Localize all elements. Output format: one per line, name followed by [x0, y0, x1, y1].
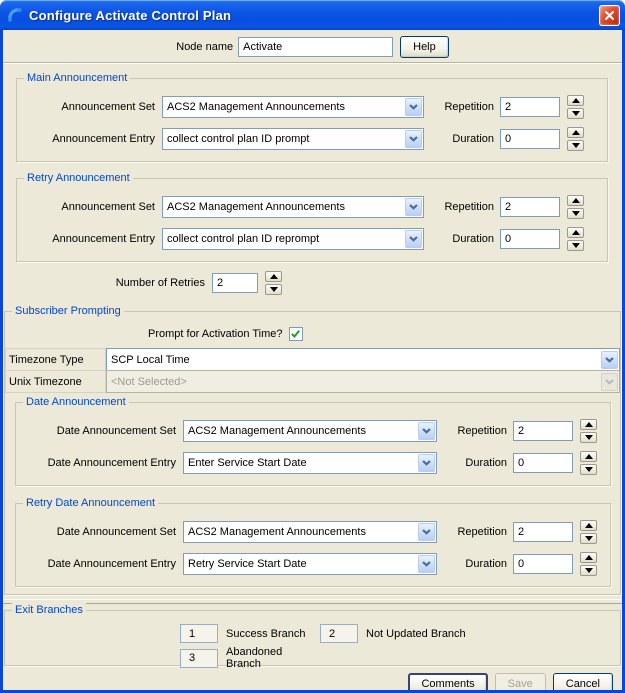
repetition-label: Repetition: [444, 201, 494, 213]
down-arrow-icon: [585, 568, 593, 573]
duration-input[interactable]: [513, 554, 573, 574]
duration-label: Duration: [452, 133, 494, 145]
close-icon: [604, 10, 615, 21]
up-arrow-icon: [572, 230, 580, 235]
node-name-row: [3, 34, 622, 60]
selected-value: ACS2 Management Announcements: [188, 425, 366, 437]
duration-label: Duration: [452, 233, 494, 245]
node-name-input[interactable]: [238, 37, 393, 57]
announcement-entry-row: [17, 228, 607, 250]
spinner-up-button[interactable]: [567, 127, 584, 138]
duration-label: Duration: [465, 558, 507, 570]
selected-value: collect control plan ID reprompt: [167, 233, 320, 245]
down-arrow-icon: [270, 287, 278, 292]
close-button[interactable]: [599, 5, 620, 26]
number-of-retries-input[interactable]: [212, 273, 258, 293]
duration-input[interactable]: [500, 129, 560, 149]
group-title: Exit Branches: [12, 603, 86, 618]
prompt-for-activation-label: Prompt for Activation Time?: [148, 327, 283, 340]
spinner-up-button[interactable]: [567, 195, 584, 206]
up-arrow-icon: [585, 523, 593, 528]
up-arrow-icon: [585, 555, 593, 560]
selected-value: collect control plan ID prompt: [167, 133, 310, 145]
chevron-down-icon[interactable]: [418, 454, 435, 472]
selected-value: Retry Service Start Date: [188, 558, 307, 570]
selected-value: ACS2 Management Announcements: [167, 101, 345, 113]
retry-announcement-group: [16, 172, 608, 262]
repetition-input[interactable]: [500, 197, 560, 217]
up-arrow-icon: [572, 98, 580, 103]
repetition-spinner: [567, 95, 584, 119]
number-of-retries-row: [3, 270, 622, 296]
cancel-button[interactable]: Cancel: [553, 673, 613, 690]
spinner-up-button[interactable]: [580, 451, 597, 462]
dialog-body: [3, 30, 622, 690]
selected-value: Enter Service Start Date: [188, 457, 307, 469]
duration-spinner: [580, 451, 597, 475]
spinner-down-button[interactable]: [567, 240, 584, 251]
spinner-up-button[interactable]: [567, 227, 584, 238]
spinner-up-button[interactable]: [567, 95, 584, 106]
chevron-down-icon[interactable]: [405, 130, 422, 148]
announcement-set-label: Announcement Set: [61, 201, 155, 213]
announcement-set-select[interactable]: [162, 96, 424, 118]
date-announcement-set-select[interactable]: [183, 521, 437, 543]
repetition-spinner: [567, 195, 584, 219]
date-announcement-entry-label: Date Announcement Entry: [47, 558, 176, 570]
date-announcement-entry-label: Date Announcement Entry: [47, 457, 176, 469]
unix-timezone-row: [5, 370, 620, 393]
spinner-up-button[interactable]: [580, 419, 597, 430]
chevron-down-icon[interactable]: [418, 422, 435, 440]
down-arrow-icon: [572, 243, 580, 248]
chevron-down-icon[interactable]: [405, 98, 422, 116]
node-name-label: Node name: [176, 41, 234, 53]
down-arrow-icon: [572, 143, 580, 148]
announcement-set-row: [17, 96, 607, 118]
prompt-for-activation-row: [5, 325, 620, 342]
repetition-input[interactable]: [513, 522, 573, 542]
announcement-entry-row: [17, 128, 607, 150]
selected-value: <Not Selected>: [111, 375, 187, 388]
date-announcement-set-row: [16, 521, 610, 543]
selected-value: SCP Local Time: [111, 353, 190, 366]
date-announcement-entry-row: [16, 452, 610, 474]
chevron-down-icon[interactable]: [405, 198, 422, 216]
chevron-down-icon[interactable]: [601, 351, 618, 369]
down-arrow-icon: [572, 211, 580, 216]
spinner-up-button[interactable]: [265, 271, 282, 282]
repetition-spinner: [580, 520, 597, 544]
up-arrow-icon: [585, 454, 593, 459]
window-title: Configure Activate Control Plan: [29, 7, 232, 23]
repetition-label: Repetition: [444, 101, 494, 113]
announcement-entry-label: Announcement Entry: [52, 133, 155, 145]
chevron-down-icon[interactable]: [405, 230, 422, 248]
phone-icon: [7, 7, 23, 23]
prompt-for-activation-checkbox[interactable]: [289, 327, 303, 341]
date-announcement-entry-select[interactable]: [183, 553, 437, 575]
repetition-label: Repetition: [457, 526, 507, 538]
spinner-down-button[interactable]: [580, 432, 597, 443]
date-announcement-entry-select[interactable]: [183, 452, 437, 474]
exit-branches-grid: [180, 624, 620, 670]
number-of-retries-label: Number of Retries: [115, 277, 205, 289]
spinner-down-button[interactable]: [567, 208, 584, 219]
repetition-spinner: [580, 419, 597, 443]
up-arrow-icon: [270, 274, 278, 279]
up-arrow-icon: [572, 198, 580, 203]
duration-input[interactable]: [513, 453, 573, 473]
branch-label: Success Branch: [226, 627, 306, 640]
date-announcement-set-select[interactable]: [183, 420, 437, 442]
spinner-up-button[interactable]: [580, 552, 597, 563]
duration-spinner: [567, 127, 584, 151]
timezone-type-label: Timezone Type: [5, 348, 106, 371]
duration-spinner: [580, 552, 597, 576]
retries-spinner: [265, 271, 282, 295]
unix-timezone-label: Unix Timezone: [5, 370, 106, 393]
timezone-type-select[interactable]: [106, 348, 620, 371]
checkmark-icon: [290, 328, 301, 339]
group-title: Retry Announcement: [24, 171, 133, 186]
duration-spinner: [567, 227, 584, 251]
date-announcement-set-row: [16, 420, 610, 442]
footer-button-bar: [3, 673, 622, 690]
announcement-entry-select[interactable]: [162, 228, 424, 250]
announcement-entry-select[interactable]: [162, 128, 424, 150]
repetition-label: Repetition: [457, 425, 507, 437]
chevron-down-icon: [601, 373, 618, 391]
branch-label: Not Updated Branch: [366, 627, 466, 640]
spinner-down-button[interactable]: [580, 464, 597, 475]
branch-label: Abandoned Branch: [226, 646, 283, 670]
down-arrow-icon: [585, 467, 593, 472]
date-announcement-group: [15, 396, 611, 486]
up-arrow-icon: [585, 422, 593, 427]
timezone-type-row: [5, 348, 620, 371]
spinner-up-button[interactable]: [580, 520, 597, 531]
group-title: Date Announcement: [23, 395, 129, 410]
group-title: Retry Date Announcement: [23, 496, 158, 511]
comments-button[interactable]: Comments: [408, 673, 487, 690]
group-title: Subscriber Prompting: [12, 304, 124, 319]
down-arrow-icon: [572, 111, 580, 116]
main-announcement-group: [16, 72, 608, 162]
header-separator: [3, 62, 622, 64]
chevron-down-icon[interactable]: [418, 555, 435, 573]
spinner-down-button[interactable]: [265, 284, 282, 295]
spinner-down-button[interactable]: [567, 140, 584, 151]
chevron-down-icon[interactable]: [418, 523, 435, 541]
repetition-input[interactable]: [500, 97, 560, 117]
branch-number-box: 1: [180, 624, 218, 643]
spinner-down-button[interactable]: [580, 565, 597, 576]
announcement-set-select[interactable]: [162, 196, 424, 218]
down-arrow-icon: [585, 435, 593, 440]
spinner-down-button[interactable]: [580, 533, 597, 544]
retry-date-announcement-group: [15, 497, 611, 587]
announcement-entry-label: Announcement Entry: [52, 233, 155, 245]
date-announcement-set-label: Date Announcement Set: [56, 425, 176, 437]
save-button: Save: [495, 673, 546, 690]
section-separator: [3, 599, 622, 604]
subscriber-prompting-group: [4, 305, 621, 595]
announcement-set-label: Announcement Set: [61, 101, 155, 113]
help-button[interactable]: Help: [400, 36, 449, 58]
up-arrow-icon: [572, 130, 580, 135]
branch-number-box: 2: [320, 624, 358, 643]
selected-value: ACS2 Management Announcements: [188, 526, 366, 538]
duration-input[interactable]: [500, 229, 560, 249]
spinner-down-button[interactable]: [567, 108, 584, 119]
date-announcement-set-label: Date Announcement Set: [56, 526, 176, 538]
exit-branches-group: [4, 604, 621, 670]
down-arrow-icon: [585, 536, 593, 541]
date-announcement-entry-row: [16, 553, 610, 575]
group-title: Main Announcement: [24, 71, 130, 86]
announcement-set-row: [17, 196, 607, 218]
duration-label: Duration: [465, 457, 507, 469]
titlebar[interactable]: [0, 0, 625, 30]
unix-timezone-select: [106, 370, 620, 393]
selected-value: ACS2 Management Announcements: [167, 201, 345, 213]
repetition-input[interactable]: [513, 421, 573, 441]
branch-number-box: 3: [180, 649, 218, 668]
